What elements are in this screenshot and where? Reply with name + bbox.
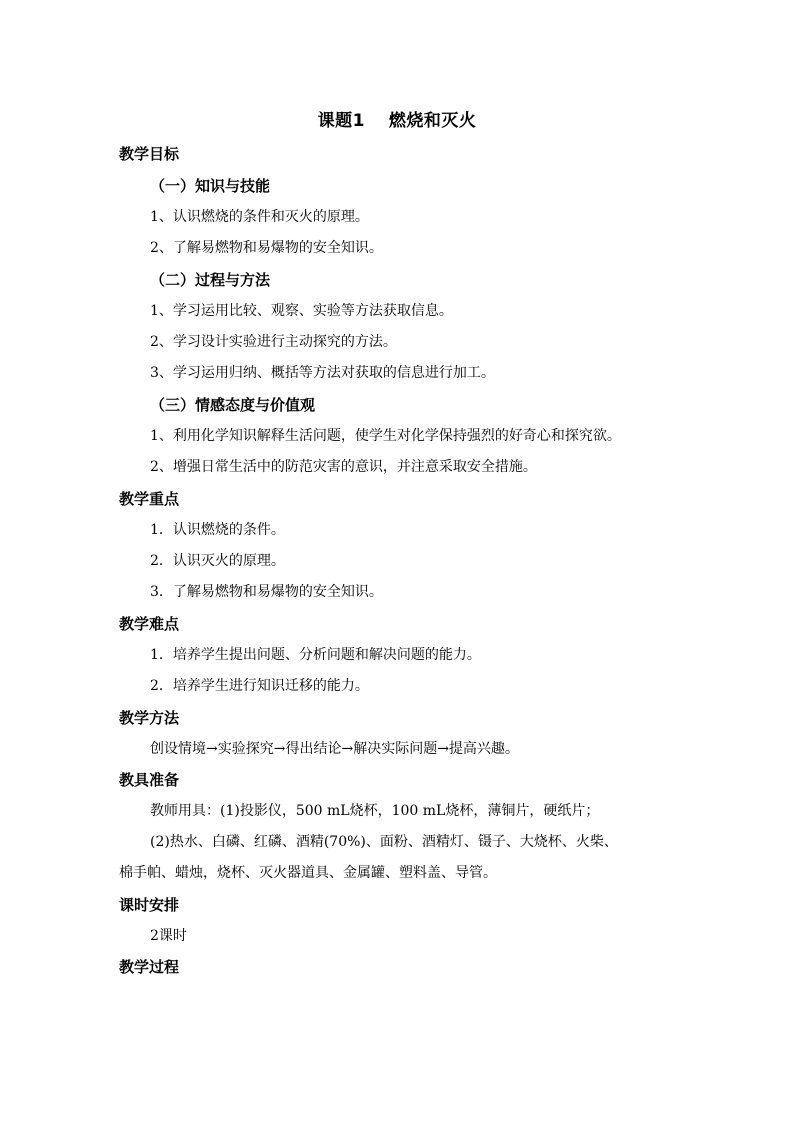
objective-item: 3、学习运用归纳、概括等方法对获取的信息进行加工。	[150, 365, 495, 381]
heading-objectives: 教学目标	[119, 145, 180, 163]
lesson-number: 课题1	[317, 111, 365, 131]
materials-line: 棉手帕、蜡烛，烧杯、灭火器道具、金属罐、塑料盖、导管。	[119, 865, 497, 881]
heading-teaching-process: 教学过程	[119, 958, 180, 976]
difficulty-item: 1．培养学生提出问题、分析问题和解决问题的能力。	[150, 647, 481, 663]
objective-item: 1、学习运用比较、观察、实验等方法获取信息。	[150, 303, 453, 319]
key-point-item: 1．认识燃烧的条件。	[150, 522, 285, 538]
subheading-knowledge: （一）知识与技能	[150, 177, 271, 195]
heading-key-points: 教学重点	[119, 490, 180, 508]
objective-item: 1、认识燃烧的条件和灭火的原理。	[150, 209, 369, 225]
difficulty-item: 2．培养学生进行知识迁移的能力。	[150, 678, 369, 694]
materials-line: 教师用具：(1)投影仪，500 mL烧杯，100 mL烧杯，薄铜片，硬纸片；	[150, 803, 600, 819]
subheading-emotion: （三）情感态度与价值观	[150, 396, 316, 414]
objective-item: 2、增强日常生活中的防范灾害的意识，并注意采取安全措施。	[150, 459, 537, 475]
lesson-topic: 燃烧和灭火	[388, 111, 477, 131]
key-point-item: 2．认识灭火的原理。	[150, 553, 285, 569]
page-title	[0, 106, 794, 131]
heading-materials: 教具准备	[119, 771, 180, 789]
objective-item: 1、利用化学知识解释生活问题，使学生对化学保持强烈的好奇心和探究欲。	[150, 428, 621, 444]
schedule-text: 2课时	[150, 928, 187, 944]
heading-difficulties: 教学难点	[119, 615, 180, 633]
heading-schedule: 课时安排	[119, 896, 180, 914]
heading-methods: 教学方法	[119, 709, 180, 727]
methods-text: 创设情境→实验探究→得出结论→解决实际问题→提高兴趣。	[150, 741, 519, 757]
subheading-process: （二）过程与方法	[150, 271, 271, 289]
key-point-item: 3．了解易燃物和易爆物的安全知识。	[150, 584, 383, 600]
objective-item: 2、学习设计实验进行主动探究的方法。	[150, 334, 397, 350]
materials-line: (2)热水、白磷、红磷、酒精(70%)、面粉、酒精灯、镊子、大烧杯、火柴、	[150, 834, 618, 850]
objective-item: 2、了解易燃物和易爆物的安全知识。	[150, 240, 383, 256]
